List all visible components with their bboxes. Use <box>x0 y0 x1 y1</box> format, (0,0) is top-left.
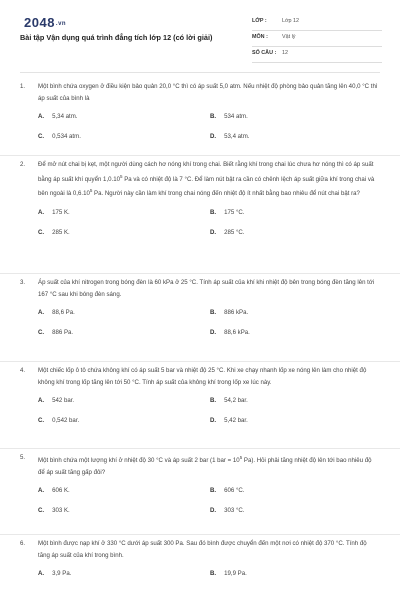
question-number: 3. <box>20 279 26 286</box>
option-label: D. <box>210 228 217 236</box>
option-label: C. <box>38 417 45 424</box>
option-text: 5,34 atm. <box>52 113 78 120</box>
meta-row <box>252 31 382 47</box>
question-item <box>0 534 400 588</box>
option-text: 88,6 Pa. <box>52 309 75 316</box>
answer-option[interactable] <box>38 415 210 435</box>
answer-option[interactable] <box>38 111 210 131</box>
question-text-part: Pa). Hỏi phải tăng nhiệt độ lên tới bao nhiêu độ để áp suất tăng gấp đôi? <box>38 457 372 476</box>
question-number: 6. <box>20 540 26 547</box>
option-label: A. <box>38 208 45 216</box>
question-number: 5. <box>20 454 26 461</box>
option-text: 0,534 atm. <box>52 133 81 140</box>
question-item <box>0 78 400 151</box>
option-label: A. <box>38 397 45 404</box>
question-text-part: Một bình chứa một lượng khí ở nhiệt độ 30 °C và áp suất 2 bar (1 bar = 10 <box>38 457 240 465</box>
question-item <box>0 155 400 247</box>
option-text: 606 K. <box>52 487 70 495</box>
logo-text: 2048 <box>24 15 55 30</box>
question-text-part: Pa. Người này cần làm khí trong chai nóng đến nhiệt độ ít nhất bằng bao nhiêu để nút chai bật ra? <box>92 190 360 198</box>
option-label: C. <box>38 228 45 236</box>
option-text: 19,9 Pa. <box>224 570 247 577</box>
option-label: D. <box>210 507 217 515</box>
question-text-body: Một bình được nạp khí ở 330 °C dưới áp suất 300 Pa. Sau đó bình được chuyển đến một nơi có nhiệt độ 370 °C. Tính độ tăng áp suất của khí trong bình. <box>38 540 367 559</box>
question-text <box>20 274 380 300</box>
option-label: D. <box>210 133 217 140</box>
question-text-part: Để mở nút chai bị kẹt, một người dùng cách hơ nóng khí trong chai. Biết rằng khí trong chai lúc chưa hơ nóng thì có áp suất bằng áp suất khí quyển 1,0.10 <box>38 161 374 183</box>
meta-value: Vật lý <box>282 34 296 40</box>
option-label: B. <box>210 487 217 495</box>
page-title: Bài tập Vận dụng quá trình đẳng tích lớp 12 (có lời giải) <box>20 33 213 42</box>
option-label: B. <box>210 113 217 120</box>
option-text: 285 K. <box>52 228 70 236</box>
option-text: 3,9 Pa. <box>52 570 72 577</box>
exponent: 5 <box>120 173 123 179</box>
page-header <box>0 0 400 66</box>
option-label: D. <box>210 329 217 336</box>
logo-suffix: .vn <box>55 20 67 27</box>
meta-key: MÔN : <box>252 34 268 40</box>
answer-option[interactable] <box>38 307 210 327</box>
answer-option[interactable] <box>210 568 382 588</box>
option-label: A. <box>38 487 45 495</box>
option-text: 88,6 kPa. <box>224 329 250 336</box>
answer-option[interactable] <box>210 307 382 327</box>
answer-option[interactable] <box>38 131 210 151</box>
option-label: C. <box>38 329 45 336</box>
option-label: A. <box>38 570 45 577</box>
answer-options <box>20 568 380 588</box>
question-item <box>0 361 400 435</box>
option-label: A. <box>38 113 45 120</box>
exponent: 5 <box>89 188 93 194</box>
option-text: 606 °C. <box>224 487 245 495</box>
option-text: 303 K. <box>52 507 70 515</box>
answer-option[interactable] <box>210 131 382 151</box>
question-text <box>20 362 380 388</box>
question-text-body: Một chiếc lốp ô tô chứa không khí có áp suất 5 bar và nhiệt độ 25 °C. Khi xe chạy nhanh lốp xe nóng lên làm cho nhiệt độ không khí trong lốp tăng lên tới 50 °C. Tính áp suất của không khí trong lốp xe lúc này. <box>38 367 367 386</box>
meta-key: SỐ CÂU : <box>252 50 277 56</box>
answer-option[interactable] <box>210 415 382 435</box>
option-text: 53,4 atm. <box>224 133 250 140</box>
answer-option[interactable] <box>38 568 210 588</box>
option-text: 886 Pa. <box>52 329 74 336</box>
answer-option[interactable] <box>210 207 382 227</box>
question-text <box>20 535 380 561</box>
question-text <box>20 156 380 200</box>
answer-option[interactable] <box>210 327 382 347</box>
answer-option[interactable] <box>210 227 382 247</box>
option-label: C. <box>38 507 45 515</box>
answer-options <box>20 111 380 151</box>
answer-option[interactable] <box>210 485 382 505</box>
question-number: 2. <box>20 161 26 168</box>
answer-option[interactable] <box>38 207 210 227</box>
answer-option[interactable] <box>38 395 210 415</box>
question-text <box>20 449 380 478</box>
question-number: 4. <box>20 367 26 374</box>
option-text: 0,542 bar. <box>52 417 80 424</box>
question-item <box>0 273 400 347</box>
meta-row <box>252 15 382 31</box>
answer-option[interactable] <box>38 327 210 347</box>
answer-option[interactable] <box>38 227 210 247</box>
answer-option[interactable] <box>38 505 210 525</box>
answer-options <box>20 207 380 247</box>
question-text <box>20 78 380 104</box>
option-label: C. <box>38 133 45 140</box>
option-label: A. <box>38 309 45 316</box>
question-text-part: Pa và có nhiệt độ là 7 °C. Để làm nút bật ra cần có chênh lệch áp suất giữa khí trong chai và bên ngoài là 0,6.10 <box>38 175 375 198</box>
meta-info <box>252 15 382 63</box>
question-text-body: Một bình chứa oxygen ở điều kiện bảo quản 20,0 °C thì có áp suất 5,0 atm. Nếu nhiệt độ phòng bảo quản tăng lên 40,0 °C thì áp suất của bình là <box>38 83 378 102</box>
option-text: 5,42 bar. <box>224 417 248 424</box>
option-text: 285 °C. <box>224 228 245 236</box>
header-divider <box>20 72 380 73</box>
answer-option[interactable] <box>210 111 382 131</box>
option-text: 175 °C. <box>224 208 245 216</box>
question-item <box>0 448 400 525</box>
meta-row <box>252 47 382 63</box>
option-text: 175 K. <box>52 208 70 216</box>
meta-value: Lớp 12 <box>282 18 300 24</box>
site-logo[interactable] <box>24 15 66 30</box>
question-text-body: Áp suất của khí nitrogen trong bóng đèn là 60 kPa ở 25 °C. Tính áp suất của khí khi nhiệt độ bên trong bóng đèn tăng lên tới 167 °C sau khi bóng đèn sáng. <box>38 279 375 298</box>
answer-options <box>20 395 380 435</box>
answer-options <box>20 307 380 347</box>
answer-option[interactable] <box>38 485 210 505</box>
option-label: B. <box>210 397 217 404</box>
option-label: B. <box>210 570 217 577</box>
option-text: 54,2 bar. <box>224 397 248 404</box>
meta-value: 12 <box>282 50 288 56</box>
answer-option[interactable] <box>210 395 382 415</box>
option-label: B. <box>210 309 217 316</box>
option-text: 542 bar. <box>52 397 75 404</box>
option-text: 303 °C. <box>224 507 245 515</box>
exponent: 5 <box>239 455 243 460</box>
meta-key: LỚP : <box>252 18 267 24</box>
option-label: D. <box>210 417 217 424</box>
answer-options <box>20 485 380 525</box>
option-text: 886 kPa. <box>224 309 249 316</box>
answer-option[interactable] <box>210 505 382 525</box>
option-text: 534 atm. <box>224 113 248 120</box>
option-label: B. <box>210 208 217 216</box>
question-number: 1. <box>20 83 26 90</box>
